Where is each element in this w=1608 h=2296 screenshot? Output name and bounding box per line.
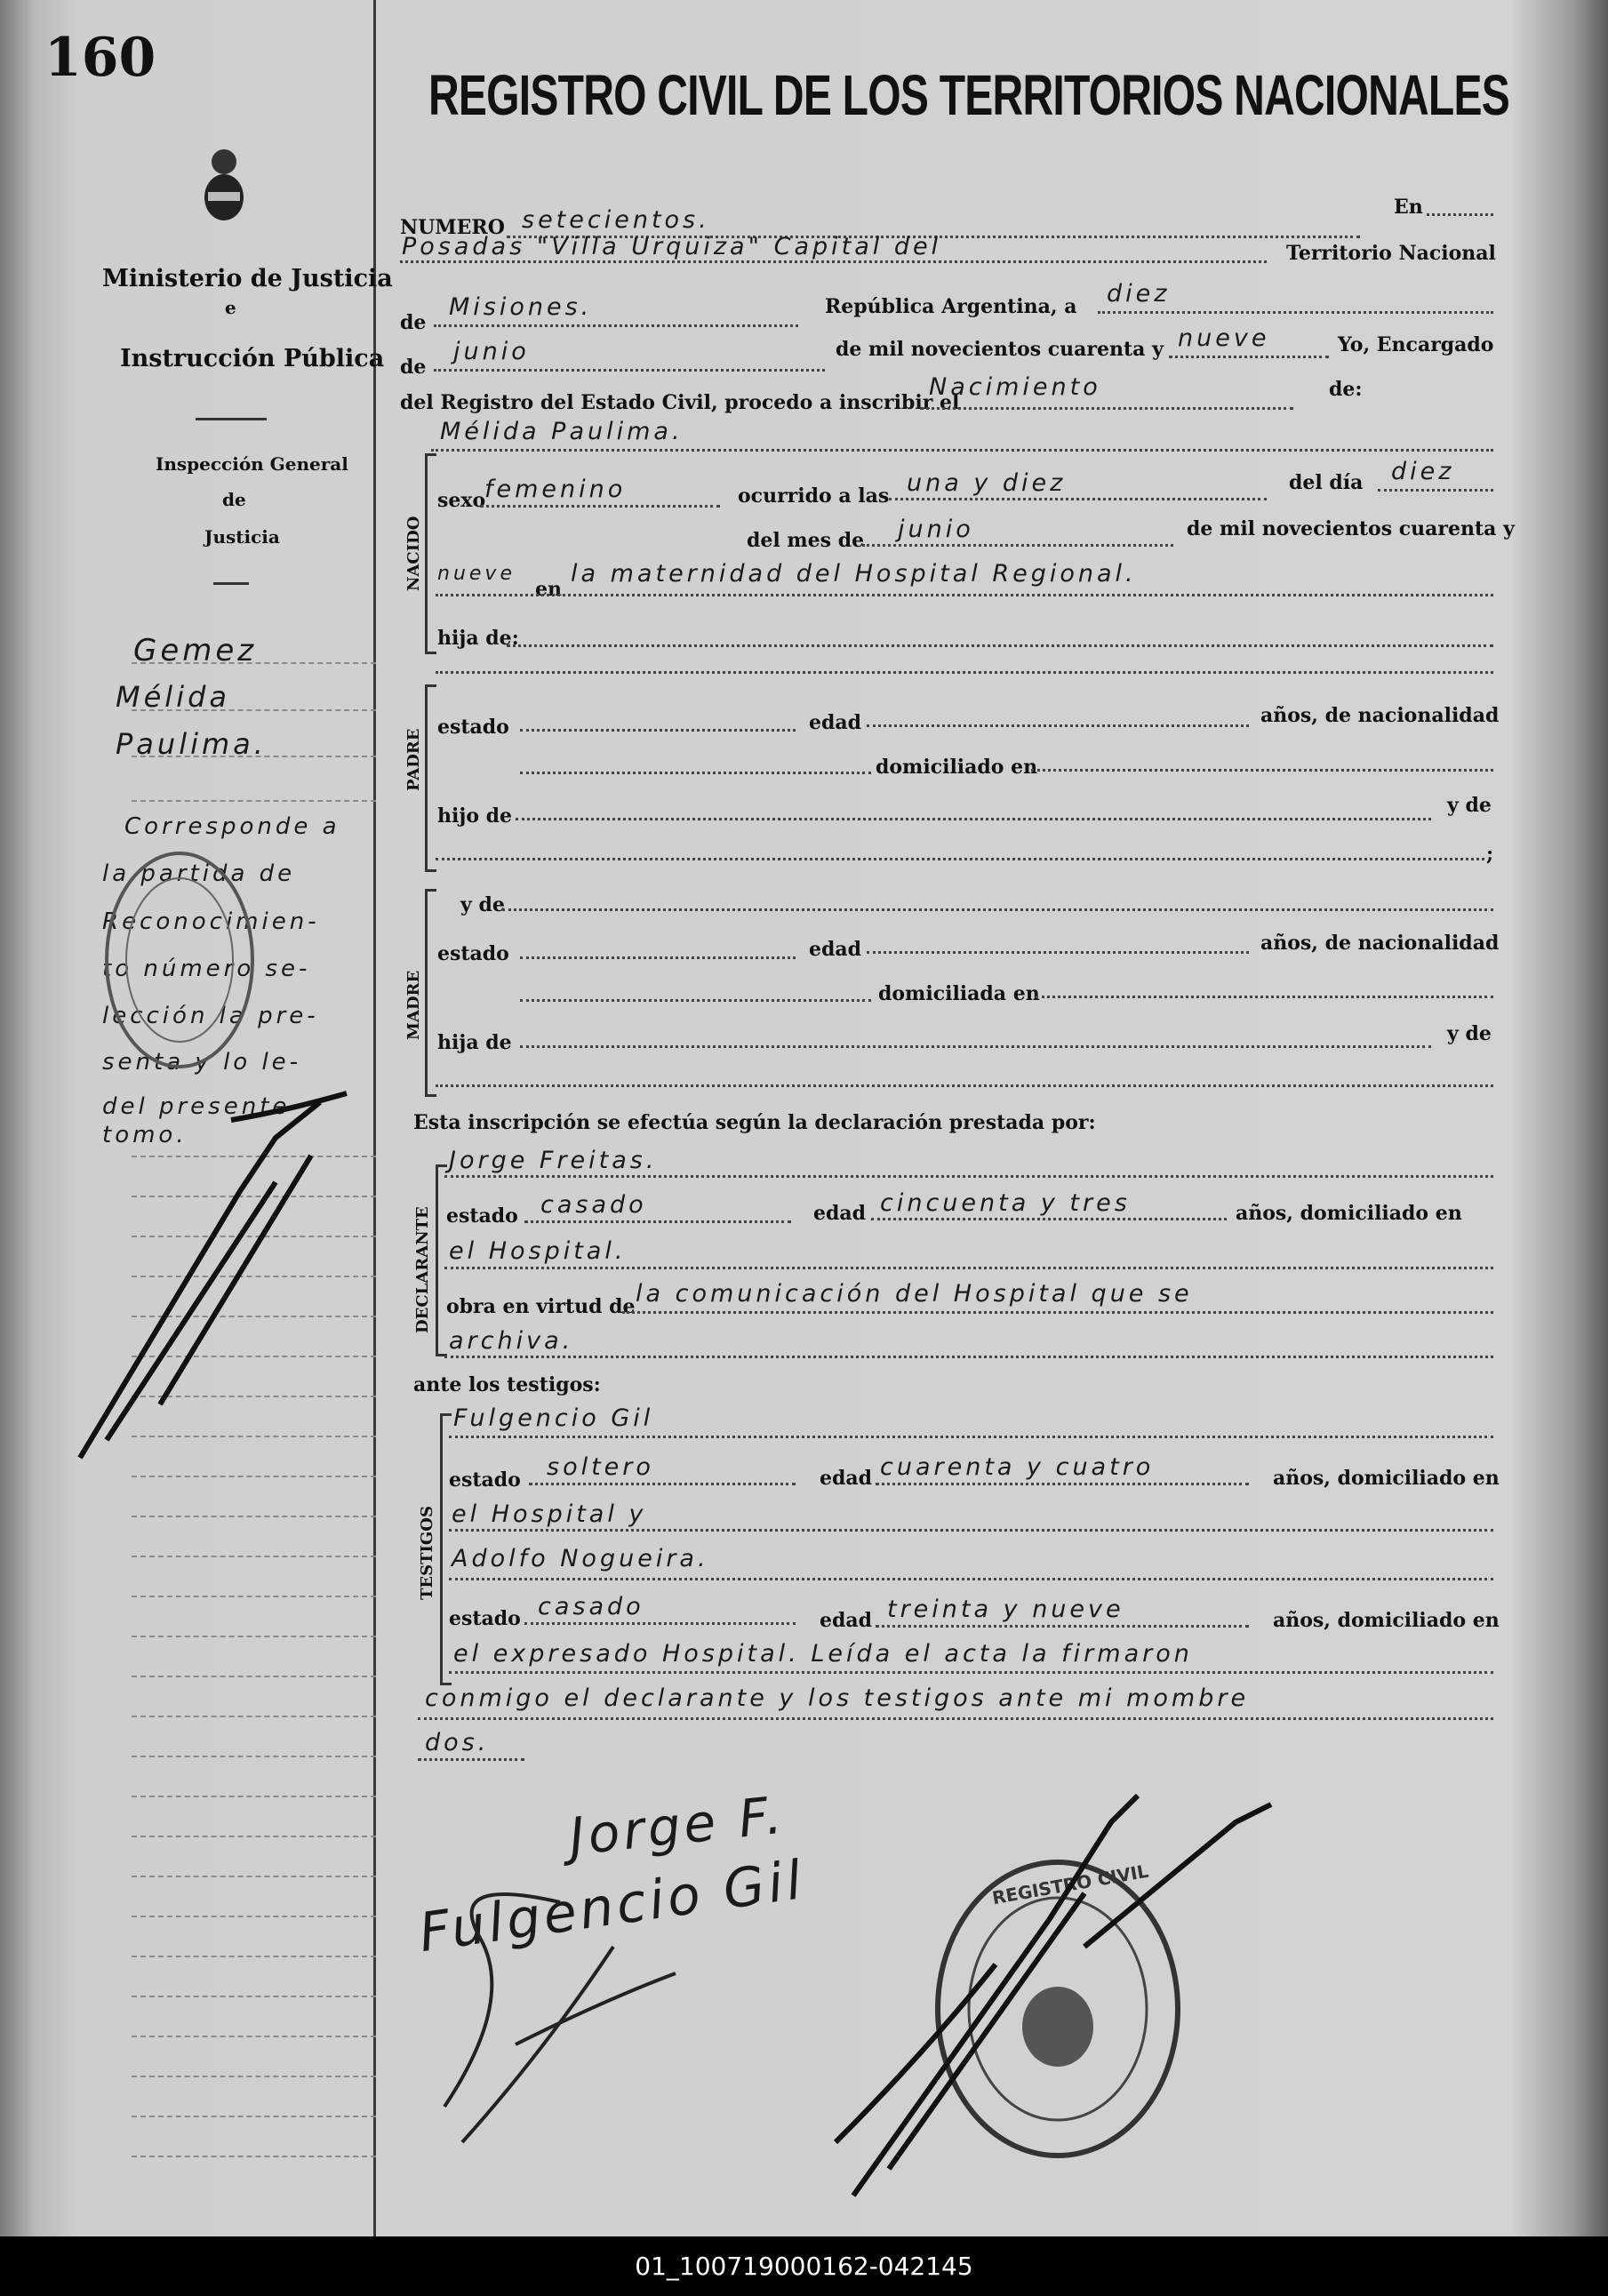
act-dots — [920, 407, 1293, 410]
place-value: Posadas "Villa Urquiza" Capital del — [402, 233, 942, 260]
obra-dots — [622, 1311, 1493, 1314]
obra-dots-2 — [444, 1356, 1493, 1358]
margin-note-line-6: senta y lo le- — [102, 1049, 302, 1076]
month-value: junio — [453, 338, 530, 365]
declarante-label: DECLARANTE — [413, 1206, 432, 1333]
territorio-label: Territorio Nacional — [1286, 242, 1496, 265]
closing-line-2: conmigo el declarante y los testigos ante mi mombre — [425, 1684, 1250, 1712]
padre-edad-label: edad — [809, 711, 862, 734]
declarante-estado-label: estado — [446, 1204, 518, 1228]
birth-month-dots — [862, 544, 1173, 547]
madre-label: MADRE — [404, 970, 423, 1040]
ministry-sub3: Justicia — [204, 526, 280, 548]
madre-estado-dots — [520, 956, 796, 959]
birth-year-value: nueve — [437, 563, 516, 585]
margin-rule — [132, 1516, 376, 1517]
testigo1-edad-label: edad — [820, 1467, 873, 1490]
hija-dots — [507, 644, 1493, 647]
testigos-brace — [440, 1413, 452, 1685]
testigo1-anos-label: años, domiciliado en — [1273, 1467, 1500, 1490]
signature-2: Fulgencio Gil — [415, 1848, 809, 1965]
margin-note-line-5: lección la pre- — [102, 1003, 319, 1029]
de-label: de — [400, 311, 427, 334]
madre-estado-label: estado — [437, 942, 509, 965]
padre-line-dots — [436, 858, 1484, 860]
declarante-anos-label: años, domiciliado en — [1236, 1202, 1462, 1225]
margin-rule — [132, 1836, 376, 1837]
declarante-dom-dots — [444, 1267, 1493, 1269]
margin-rule — [132, 1636, 376, 1637]
registro-text: del Registro del Estado Civil, procedo a inscribir el — [400, 391, 960, 414]
margin-note-line-4: to número se- — [102, 956, 311, 982]
margin-note-line-7: del presente — [102, 1093, 291, 1120]
margin-rule — [132, 2036, 376, 2037]
declarante-edad-label: edad — [813, 1202, 867, 1225]
sexo-value: femenino — [484, 476, 627, 503]
day-value: diez — [1107, 280, 1171, 308]
testigo2-edad-label: edad — [820, 1609, 873, 1632]
testigo2-edad-dots — [876, 1625, 1249, 1628]
padre-dom-dots — [1031, 769, 1493, 772]
testigo2-estado-dots — [524, 1622, 796, 1625]
declarante-name: Jorge Freitas. — [449, 1147, 658, 1174]
margin-rule — [132, 1596, 376, 1597]
madre-hija-dots — [520, 1045, 1431, 1048]
seal-signature-strokes — [818, 1787, 1280, 2204]
margin-rule — [132, 709, 376, 711]
padre-estado-label: estado — [437, 716, 509, 739]
day-dots — [1098, 311, 1493, 314]
margin-rule — [132, 1756, 376, 1757]
testigo1-name: Fulgencio Gil — [453, 1404, 654, 1432]
testigo2-estado-label: estado — [449, 1607, 521, 1630]
footer-id: 01_100719000162-042145 — [0, 2236, 1608, 2296]
testigo2-name: Adolfo Nogueira. — [452, 1545, 709, 1572]
nacido-label: NACIDO — [404, 516, 423, 591]
testigo2-estado: casado — [538, 1593, 644, 1620]
encargado-text: Yo, Encargado — [1338, 333, 1494, 356]
document-title: REGISTRO CIVIL DE LOS TERRITORIOS NACIONALES — [428, 63, 1510, 127]
sexo-dots — [480, 505, 720, 508]
ministry-sub1: Inspección General — [156, 453, 348, 475]
closing-dots-2 — [418, 1717, 1493, 1720]
year-text: de mil novecientos cuarenta y — [836, 338, 1164, 361]
declarante-brace — [436, 1164, 447, 1356]
margin-rule — [132, 1476, 376, 1477]
closing-dots-3 — [418, 1758, 524, 1761]
testigo1-domicilio: el Hospital y — [452, 1500, 647, 1528]
madre-nac-dots — [520, 999, 871, 1002]
testigo1-edad-dots — [876, 1483, 1249, 1485]
margin-rule — [132, 1956, 376, 1957]
madre-edad-dots — [867, 951, 1249, 954]
birth-day-dots — [1378, 489, 1493, 492]
month-dots — [434, 369, 825, 372]
act-value: Nacimiento — [929, 373, 1101, 401]
nacido-brace — [425, 453, 436, 654]
ministry-sub2: de — [222, 489, 246, 510]
obra-value: la comunicación del Hospital que se — [636, 1280, 1193, 1308]
declarante-edad-dots — [871, 1218, 1227, 1220]
padre-y-de-label: y de — [1447, 794, 1492, 817]
padre-anos-label: años, de nacionalidad — [1260, 704, 1500, 727]
hour-value: una y diez — [907, 469, 1067, 497]
margin-rule — [132, 800, 376, 802]
padre-brace — [425, 684, 436, 872]
padre-semicolon: ; — [1486, 843, 1494, 866]
ministry-rule — [196, 418, 267, 420]
de3-label: de: — [1329, 378, 1363, 401]
testigo1-estado-label: estado — [449, 1468, 521, 1492]
birth-month-value: junio — [898, 516, 974, 543]
margin-name-line-1: Gemez — [133, 633, 258, 668]
closing-dots-1 — [449, 1671, 1493, 1674]
margin-name-line-2: Mélida — [116, 680, 230, 714]
margin-note-line-2: la partida de — [102, 860, 296, 887]
padre-hijo-dots — [516, 818, 1431, 820]
madre-edad-label: edad — [809, 938, 862, 961]
testigos-intro: ante los testigos: — [413, 1373, 601, 1396]
ministry-line2: e — [225, 297, 236, 318]
coat-of-arms-icon — [197, 142, 251, 227]
testigo1-edad: cuarenta y cuatro — [880, 1453, 1155, 1481]
closing-line-1: el expresado Hospital. Leída el acta la firmaron — [453, 1640, 1193, 1668]
testigo1-estado-dots — [529, 1483, 796, 1485]
madre-anos-label: años, de nacionalidad — [1260, 932, 1500, 955]
madre-y-de-label: y de — [460, 893, 505, 916]
en-label: En — [1394, 196, 1423, 219]
testigos-label: TESTIGOS — [418, 1506, 436, 1600]
numero-value: setecientos. — [522, 206, 710, 234]
madre-dom-dots — [1036, 996, 1493, 998]
year-dots — [1169, 356, 1329, 358]
birth-place-value: la maternidad del Hospital Regional. — [571, 560, 1137, 588]
signature-1: Jorge F. — [566, 1784, 788, 1868]
mes-label: del mes de — [747, 529, 865, 552]
year-value: nueve — [1178, 324, 1270, 352]
declarante-edad: cincuenta y tres — [880, 1189, 1131, 1217]
testigo2-name-dots — [449, 1578, 1493, 1580]
ministry-line1: Ministerio de Justicia — [102, 265, 393, 292]
obra-label: obra en virtud de — [446, 1295, 636, 1318]
year-text2: de mil novecientos cuarenta y — [1187, 517, 1515, 540]
margin-rule — [132, 662, 376, 664]
margin-rule — [132, 2116, 376, 2117]
margin-rule — [132, 2076, 376, 2077]
testigo1-estado: soltero — [547, 1453, 654, 1481]
margin-rule — [132, 1796, 376, 1797]
closing-line-3: dos. — [425, 1729, 490, 1756]
margin-rule — [132, 756, 376, 757]
ocurrido-label: ocurrido a las — [738, 484, 890, 508]
republica-label: República Argentina, a — [825, 295, 1077, 318]
obra-value2: archiva. — [449, 1327, 574, 1355]
declarante-estado-dots — [524, 1220, 791, 1223]
territory-dots — [434, 324, 798, 327]
padre-estado-dots — [520, 729, 796, 732]
madre-hija-label: hija de — [437, 1031, 512, 1054]
birth-place-dots — [436, 594, 1493, 596]
madre-y-de-label-2: y de — [1447, 1022, 1492, 1045]
de2-label: de — [400, 356, 427, 379]
margin-rule — [132, 1676, 376, 1677]
child-name-dots — [431, 449, 1493, 452]
page-number: 160 — [44, 27, 156, 89]
sexo-label: sexo — [437, 489, 486, 512]
padre-hijo-label: hijo de — [437, 804, 513, 828]
declarante-name-dots — [444, 1175, 1493, 1178]
en-dots — [1427, 213, 1493, 216]
place-dots — [400, 260, 1267, 263]
margin-rule — [132, 1876, 376, 1877]
declarante-domicilio: el Hospital. — [449, 1237, 627, 1265]
margin-note-line-8: tomo. — [102, 1122, 188, 1148]
madre-domiciliada-label: domiciliada en — [878, 982, 1040, 1005]
madre-line-dots — [436, 1084, 1493, 1087]
padre-label: PADRE — [404, 728, 423, 791]
testigo1-dom-dots — [449, 1529, 1493, 1532]
declaracion-label: Esta inscripción se efectúa según la declaración prestada por: — [413, 1111, 1096, 1134]
testigo2-edad: treinta y nueve — [887, 1596, 1124, 1623]
testigo1-name-dots — [449, 1436, 1493, 1438]
ministry-rule2 — [213, 582, 249, 585]
en-label2: en — [535, 578, 562, 601]
birth-day-value: diez — [1391, 458, 1455, 485]
child-name: Mélida Paulima. — [440, 418, 684, 445]
padre-edad-dots — [867, 724, 1249, 727]
hija-label: hija de: — [437, 627, 519, 650]
padre-nac-dots — [520, 772, 871, 774]
margin-note-line-1: Corresponde a — [124, 813, 340, 840]
territory-value: Misiones. — [449, 293, 593, 321]
margin-seal-stamp — [100, 844, 260, 1076]
testigo2-anos-label: años, domiciliado en — [1273, 1609, 1500, 1632]
padre-domiciliado-label: domiciliado en — [876, 756, 1038, 779]
hija-dots-2 — [436, 671, 1493, 674]
margin-rule — [132, 1916, 376, 1917]
madre-y-de-dots — [502, 908, 1493, 911]
hour-dots — [889, 498, 1267, 500]
margin-note-line-3: Reconocimien- — [102, 908, 320, 935]
margin-rule — [132, 1716, 376, 1717]
margin-name-line-3: Paulima. — [116, 727, 267, 761]
numero-label: NUMERO — [400, 216, 505, 239]
seal-text: REGISTRO CIVIL — [990, 1860, 1150, 1909]
del-dia-label: del día — [1289, 471, 1364, 494]
margin-rule — [132, 2156, 376, 2157]
margin-rule — [132, 1996, 376, 1997]
declarante-estado: casado — [540, 1191, 647, 1219]
madre-brace — [425, 889, 436, 1097]
margin-signature — [53, 1084, 391, 1476]
ministry-line3: Instrucción Pública — [120, 345, 385, 372]
margin-rule — [132, 1556, 376, 1557]
